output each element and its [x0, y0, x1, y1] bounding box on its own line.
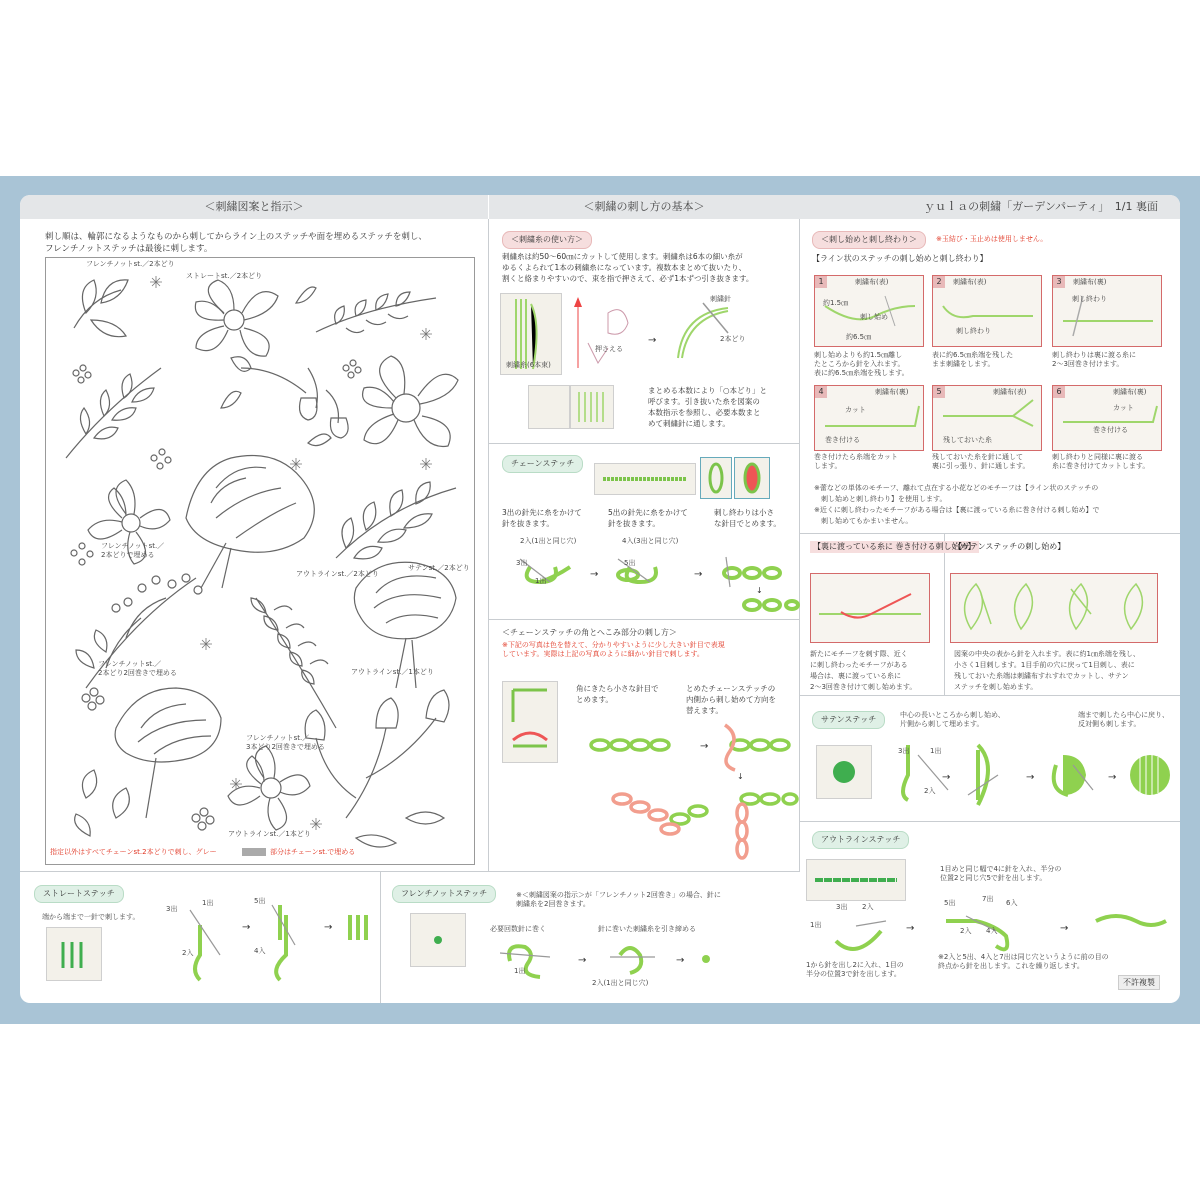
outline-label: 3出	[836, 903, 848, 911]
photo-note: 巻き付ける	[825, 436, 860, 444]
product-title: ｙｕｌａの刺繍「ガーデンパーティ」 1/1 裏面	[799, 195, 1180, 219]
svg-text:↓: ↓	[756, 586, 763, 595]
svg-text:→: →	[694, 569, 703, 580]
photo-note: 約6.5㎝	[846, 333, 872, 341]
label-french-mid: フレンチノットst.／ 2本どりで埋める	[101, 542, 165, 559]
straight-pill: ストレートステッチ	[34, 885, 124, 903]
step-number: 2	[933, 276, 945, 288]
satin-start-photo	[950, 573, 1158, 643]
outline-label: 2入	[960, 927, 972, 935]
label-2-strand: 2本どり	[720, 335, 746, 343]
outline-label: 6入	[1006, 899, 1018, 907]
outline-step-2: 1から針を出し2に入れ、1目の 半分の位置3で針を出します。	[806, 961, 904, 978]
embroidery-pattern	[45, 257, 475, 865]
chain-pill: チェーンステッチ	[502, 455, 583, 473]
line-stitch-subtitle: 【ライン状のステッチの刺し始めと刺し終わり】	[812, 254, 988, 263]
svg-text:→: →	[906, 923, 915, 934]
chain-detail-1	[700, 457, 732, 499]
outline-label: 4入	[986, 927, 998, 935]
photo-note: 刺し終わり	[956, 327, 991, 335]
french-pill: フレンチノットステッチ	[392, 885, 496, 903]
label-french-top: フレンチノットst.／2本どり	[86, 260, 175, 268]
step-text-1: 刺し始めよりも約1.5㎝離し たところから針を入れます。 表に約6.5㎝糸端を残します。	[814, 351, 909, 377]
step-number: 6	[1053, 386, 1065, 398]
chain-label-3out: 3出	[516, 559, 528, 567]
satin-label-1out: 1出	[930, 747, 942, 755]
french-label-wrap: 必要回数針に巻く	[490, 925, 546, 933]
divider	[800, 821, 1180, 822]
photo-note: 刺し終わり	[1072, 295, 1107, 303]
french-label-tighten: 針に巻いた刺繍糸を引き締める	[598, 925, 696, 933]
photo-note: 約1.5㎝	[823, 299, 849, 307]
chain-label-4in: 4入(3出と同じ穴)	[622, 537, 679, 545]
step-text-5: 残しておいた糸を針に通して 裏に引っ張り、針に通します。	[932, 453, 1030, 470]
svg-text:→: →	[942, 772, 951, 783]
satin-step-2: 端まで刺したら中心に戻り、 反対側も刺します。	[1078, 711, 1169, 728]
svg-text:→: →	[1060, 923, 1069, 934]
straight-label: 2入	[182, 949, 194, 957]
label-press: 押さえる	[595, 345, 623, 353]
french-photo	[410, 913, 466, 967]
corner-diagrams	[570, 715, 800, 865]
photo-note: カット	[1113, 404, 1134, 412]
satin-label-2in: 2入	[924, 787, 936, 795]
label-6-strand: 刺繍糸(6本束)	[506, 361, 551, 369]
divider	[800, 533, 1180, 534]
pattern-header: ＜刺繍図案と指示＞	[20, 195, 488, 219]
divider	[489, 443, 799, 444]
chain-step-3: 刺し終わりは小さ な針目でとめます。	[714, 508, 781, 528]
photo-note: 刺し始め	[860, 313, 888, 321]
no-copy-stamp: 不許複製	[1118, 975, 1160, 990]
divider	[944, 533, 945, 695]
label-french-3: フレンチノットst.／ 3本どり2回巻きで埋める	[246, 734, 325, 751]
thread-sample-photo-2	[570, 385, 614, 429]
corner-note: ※下記の写真は色を替えて、分かりやすいように少し大きい針目で表現 しています。実際は上記の写真のように細かい針目で刺します。	[502, 641, 725, 658]
outline-photo	[806, 859, 906, 901]
divider	[488, 219, 489, 871]
photo-label: 刺繍布(表)	[993, 388, 1027, 396]
label-needle: 刺繍針	[710, 295, 731, 303]
step-photo-3	[1052, 275, 1162, 347]
divider	[380, 871, 381, 1003]
outline-label: 5出	[944, 899, 956, 907]
thread-sample-photo-1	[528, 385, 570, 429]
outline-label: 2入	[862, 903, 874, 911]
step-number: 1	[815, 276, 827, 288]
footnote-a: 指定以外はすべてチェーンst.2本どりで刺し、グレー	[50, 848, 217, 856]
label-straight: ストレートst.／2本どり	[186, 272, 263, 280]
start-end-warning: ※玉結び・玉止めは使用しません。	[936, 235, 1048, 243]
satin-start-text: 図案の中央の表から針を入れます。表に約1㎝糸端を残し、 小さく1目刺します。1目手前の穴に戻って1目刺し、表に 残しておいた糸端は刺繍布すれすれでカットし、サテン ステッチを刺し始めます。	[954, 650, 1140, 691]
start-end-note: ※蕾などの単体のモチーフ、離れて点在する小花などのモチーフは【ライン状のステッチの 刺し始めと刺し終わり】を使用します。 ※近くに刺し終わったモチーフがある場合は【裏に渡っている糸に巻き付ける刺し始め】で 刺し始めてもかまいません。	[814, 484, 1100, 525]
corner-step-2: とめたチェーンステッチの 内側から刺し始めて方向を 替えます。	[686, 684, 776, 715]
step-text-2: 表に約6.5㎝糸端を残した まま刺繍をします。	[932, 351, 1014, 368]
french-label-2in: 2入(1出と同じ穴)	[592, 979, 649, 987]
start-end-pill: ＜刺し始めと刺し終わり＞	[812, 231, 926, 249]
step-photo-6	[1052, 385, 1162, 451]
svg-text:→: →	[700, 741, 709, 752]
outline-step-3: ※2入と5出、4入と7出は同じ穴というように前の目の 終点から針を出します。これを繰り返します。	[938, 953, 1109, 970]
photo-label: 刺繍布(表)	[855, 278, 889, 286]
outline-label: 7出	[982, 895, 994, 903]
step-number: 4	[815, 386, 827, 398]
step-number: 3	[1053, 276, 1065, 288]
thread-note: まとめる本数により「○本どり」と 呼びます。引き抜いた糸を図案の 本数指示を参照し、必要本数まと めて刺繍針に通します。	[648, 386, 768, 428]
satin-start-title: 【サテンステッチの刺し始め】	[954, 542, 1066, 551]
divider	[20, 871, 800, 872]
svg-text:→: →	[1026, 772, 1035, 783]
photo-label: 刺繍布(裏)	[1113, 388, 1147, 396]
label-outline-3: アウトラインst.／1本どり	[228, 830, 311, 838]
photo-label: 刺繍布(裏)	[1073, 278, 1107, 286]
step-text-4: 巻き付けたら糸端をカット します。	[814, 453, 898, 470]
chain-label-5out: 5出	[624, 559, 636, 567]
step-number: 5	[933, 386, 945, 398]
chain-label-2in: 2入(1出と同じ穴)	[520, 537, 577, 545]
straight-photo	[46, 927, 102, 981]
corner-step-1: 角にきたら小さな針目で とめます。	[576, 684, 659, 704]
corner-title: ＜チェーンステッチの角とへこみ部分の刺し方＞	[502, 628, 677, 637]
chain-step-2: 5出の針先に糸をかけて 針を抜きます。	[608, 508, 688, 528]
photo-note: カット	[845, 406, 866, 414]
outline-step-1: 1目めと同じ幅で4に針を入れ、半分の 位置2と同じ穴5で針を出します。	[940, 865, 1062, 882]
footnote-b: 部分はチェーンst.で埋める	[270, 848, 356, 856]
intro-text: 刺し順は、輪郭になるようなものから刺してからライン上のステッチや面を埋めるステッチを刺し、 フレンチノットステッチは最後に刺します。	[45, 232, 427, 254]
divider	[800, 695, 1180, 696]
straight-label: 1出	[202, 899, 214, 907]
corner-photo	[502, 681, 558, 763]
flower-pattern-drawing	[46, 258, 474, 864]
step-text-6: 刺し終わりと同様に裏に渡る 糸に巻き付けてカットします。	[1052, 453, 1150, 470]
label-outline-2: アウトラインst.／1本どり	[351, 668, 434, 676]
satin-pill: サテンステッチ	[812, 711, 885, 729]
chain-detail-2	[734, 457, 770, 499]
satin-diagrams	[878, 735, 1178, 815]
svg-text:↓: ↓	[737, 772, 744, 781]
wrap-photo	[810, 573, 930, 643]
thread-pill: ＜刺繍糸の使い方＞	[502, 231, 592, 249]
straight-diagrams	[160, 895, 380, 995]
svg-text:→: →	[676, 955, 685, 966]
svg-text:→: →	[242, 922, 251, 933]
chain-step-1: 3出の針先に糸をかけて 針を抜きます。	[502, 508, 582, 528]
straight-label: 3出	[166, 905, 178, 913]
wrap-start-title: 【裏に渡っている糸に 巻き付ける刺し始め】	[810, 541, 979, 553]
photo-label: 刺繍布(表)	[953, 278, 987, 286]
straight-text: 端から端まで一針で刺します。	[42, 913, 140, 921]
chain-photo	[594, 463, 696, 495]
hand-illustration	[568, 293, 646, 373]
french-note: ※＜刺繍図案の指示＞が「フレンチノット2回巻き」の場合、針に 刺繍糸を2回巻きます。	[516, 891, 721, 908]
gray-swatch	[242, 848, 266, 856]
arrow: →	[648, 335, 657, 346]
svg-text:→: →	[578, 955, 587, 966]
satin-step-1: 中心の長いところから刺し始め、 片側から刺して埋めます。	[900, 711, 1005, 728]
photo-note: 巻き付ける	[1093, 426, 1128, 434]
svg-text:→: →	[1108, 772, 1117, 783]
step-photo-2	[932, 275, 1042, 347]
straight-label: 5出	[254, 897, 266, 905]
divider	[489, 619, 799, 620]
satin-photo	[816, 745, 872, 799]
photo-label: 刺繍布(裏)	[875, 388, 909, 396]
satin-label-3out: 3出	[898, 747, 910, 755]
label-satin: サテンst.／2本どり	[408, 564, 470, 572]
chain-label-1out: 1出	[535, 577, 547, 585]
outline-label: 1出	[810, 921, 822, 929]
wrap-start-text: 新たにモチーフを刺す際、近く に刺し終わったモチーフがある 場合は、裏に渡っている糸に 2〜3回巻き付けて刺し始めます。	[810, 650, 917, 691]
basics-header: ＜刺繍の刺し方の基本＞	[489, 195, 799, 219]
outline-pill: アウトラインステッチ	[812, 831, 909, 849]
label-french-2: フレンチノットst.／ 2本どり2回巻きで埋める	[98, 660, 177, 677]
thread-text: 刺繍糸は約50〜60㎝にカットして使用します。刺繍糸は6本の細い糸が ゆるくよられて1本の刺繍糸になっています。複数本まとめて抜いたり、 割くと絡まりやすいので、束を指で押さえて、必ず1本ずつ引き抜きます。	[502, 252, 754, 283]
french-label-1out: 1出	[514, 967, 526, 975]
step-text-3: 刺し終わりは裏に渡る糸に 2〜3回巻き付けます。	[1052, 351, 1136, 368]
label-outline-1: アウトラインst.／2本どり	[296, 570, 379, 578]
svg-text:→: →	[590, 569, 599, 580]
straight-label: 4入	[254, 947, 266, 955]
svg-text:→: →	[324, 922, 333, 933]
photo-note: 残しておいた糸	[943, 436, 992, 444]
step-photo-5	[932, 385, 1042, 451]
instruction-sheet	[20, 195, 1180, 1003]
step-photo-4	[814, 385, 924, 451]
